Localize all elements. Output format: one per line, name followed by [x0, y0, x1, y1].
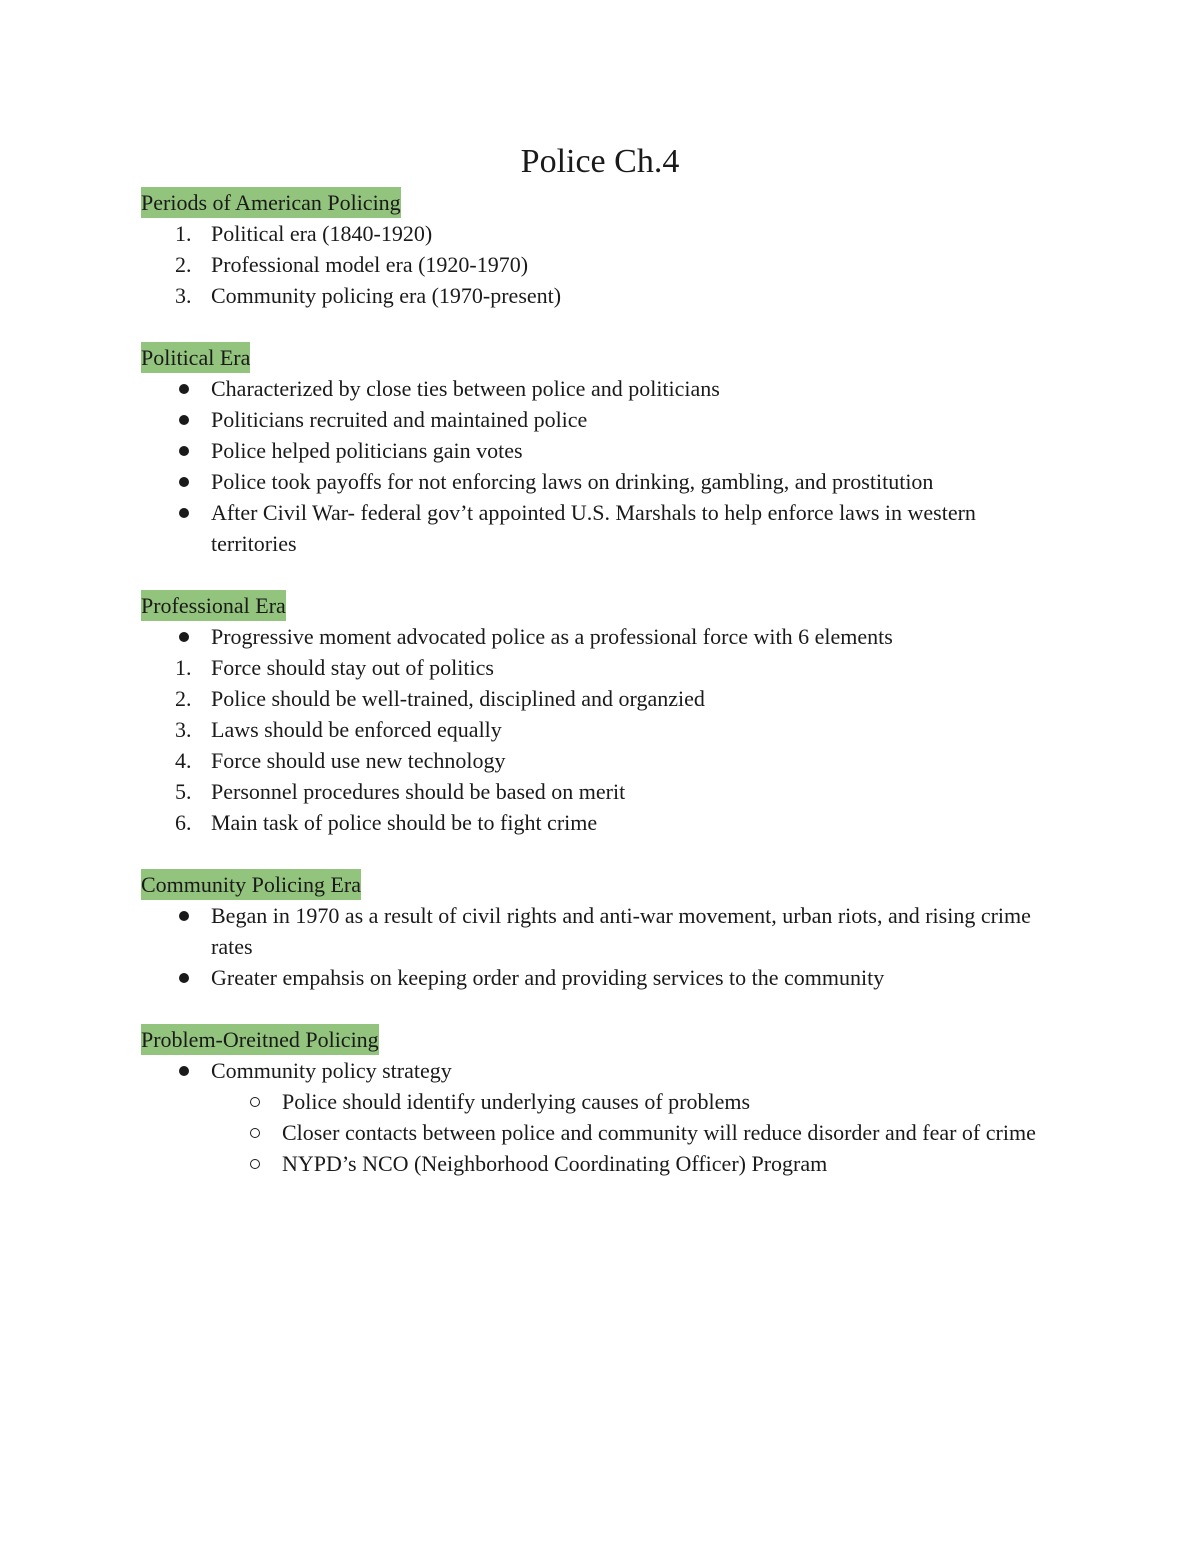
- list-item-text: Police should identify underlying causes of problems: [282, 1089, 751, 1114]
- list-number: 1.: [175, 221, 192, 246]
- list-item-text: Political era (1840-1920): [211, 221, 433, 246]
- list-item: [141, 900, 1051, 962]
- list-item: [141, 776, 1051, 807]
- list-number: 1.: [175, 655, 192, 680]
- list-item: [141, 621, 1051, 652]
- list-item: [141, 745, 1051, 776]
- section-heading: Professional Era: [141, 590, 286, 621]
- sub-list-item: [141, 1086, 1051, 1117]
- bullet-icon: [179, 973, 189, 983]
- list-item: [141, 280, 1051, 311]
- list-item-text: Force should use new technology: [211, 748, 506, 773]
- list-item-text: Force should stay out of politics: [211, 655, 494, 680]
- list-item: [141, 373, 1051, 404]
- list-number: 6.: [175, 810, 192, 835]
- list-item: [141, 714, 1051, 745]
- section-heading: Political Era: [141, 342, 250, 373]
- list-item-text: Began in 1970 as a result of civil rights and anti-war movement, urban riots, and rising crime rates: [211, 903, 1031, 959]
- list-item: [141, 218, 1051, 249]
- list-item-text: Police should be well-trained, disciplined and organzied: [211, 686, 705, 711]
- section-problem-oriented-policing: [141, 1024, 1051, 1179]
- section-community-policing-era: [141, 869, 1051, 993]
- list-item: [141, 962, 1051, 993]
- page-title: Police Ch.4: [520, 143, 680, 180]
- list-item-text: Politicians recruited and maintained police: [211, 407, 588, 432]
- list-item-text: Greater empahsis on keeping order and providing services to the community: [211, 965, 885, 990]
- section-heading: Problem-Oreitned Policing: [141, 1024, 379, 1055]
- list-item: [141, 683, 1051, 714]
- section-professional-era: [141, 590, 1051, 838]
- bullet-icon: [179, 911, 189, 921]
- hollow-bullet-icon: [250, 1128, 260, 1138]
- sub-list-item: [141, 1148, 1051, 1179]
- sub-list-item: [141, 1117, 1051, 1148]
- list-number: 3.: [175, 283, 192, 308]
- section-heading: Community Policing Era: [141, 869, 361, 900]
- bullet-icon: [179, 446, 189, 456]
- list-item: [141, 249, 1051, 280]
- section-heading: Periods of American Policing: [141, 187, 401, 218]
- list-item-text: Personnel procedures should be based on merit: [211, 779, 626, 804]
- list-item: [141, 1055, 1051, 1086]
- list-number: 3.: [175, 717, 192, 742]
- bullet-icon: [179, 508, 189, 518]
- list-item-text: Laws should be enforced equally: [211, 717, 502, 742]
- section-periods: [141, 187, 1051, 311]
- list-item-text: Community policing era (1970-present): [211, 283, 562, 308]
- list-item-text: Main task of police should be to fight crime: [211, 810, 598, 835]
- list-item-text: Police helped politicians gain votes: [211, 438, 523, 463]
- list-item: [141, 404, 1051, 435]
- list-number: 5.: [175, 779, 192, 804]
- list-number: 2.: [175, 686, 192, 711]
- list-item-text: Characterized by close ties between police and politicians: [211, 376, 720, 401]
- list-item-text: Police took payoffs for not enforcing laws on drinking, gambling, and prostitution: [211, 469, 934, 494]
- list-item: [141, 807, 1051, 838]
- bullet-icon: [179, 477, 189, 487]
- bullet-icon: [179, 384, 189, 394]
- list-item: [141, 652, 1051, 683]
- list-item: [141, 435, 1051, 466]
- bullet-icon: [179, 632, 189, 642]
- list-item-text: After Civil War- federal gov’t appointed U.S. Marshals to help enforce laws in western territories: [211, 500, 976, 556]
- list-item-text: Professional model era (1920-1970): [211, 252, 529, 277]
- list-item-text: Community policy strategy: [211, 1058, 452, 1083]
- list-item: [141, 497, 1051, 559]
- bullet-icon: [179, 415, 189, 425]
- list-item-text: Progressive moment advocated police as a professional force with 6 elements: [211, 624, 893, 649]
- list-item-text: Closer contacts between police and community will reduce disorder and fear of crime: [282, 1120, 1036, 1145]
- list-item: [141, 466, 1051, 497]
- hollow-bullet-icon: [250, 1159, 260, 1169]
- list-number: 2.: [175, 252, 192, 277]
- document-body: [141, 187, 1051, 1210]
- list-item-text: NYPD’s NCO (Neighborhood Coordinating Officer) Program: [282, 1151, 828, 1176]
- hollow-bullet-icon: [250, 1097, 260, 1107]
- bullet-icon: [179, 1066, 189, 1076]
- list-number: 4.: [175, 748, 192, 773]
- section-political-era: [141, 342, 1051, 559]
